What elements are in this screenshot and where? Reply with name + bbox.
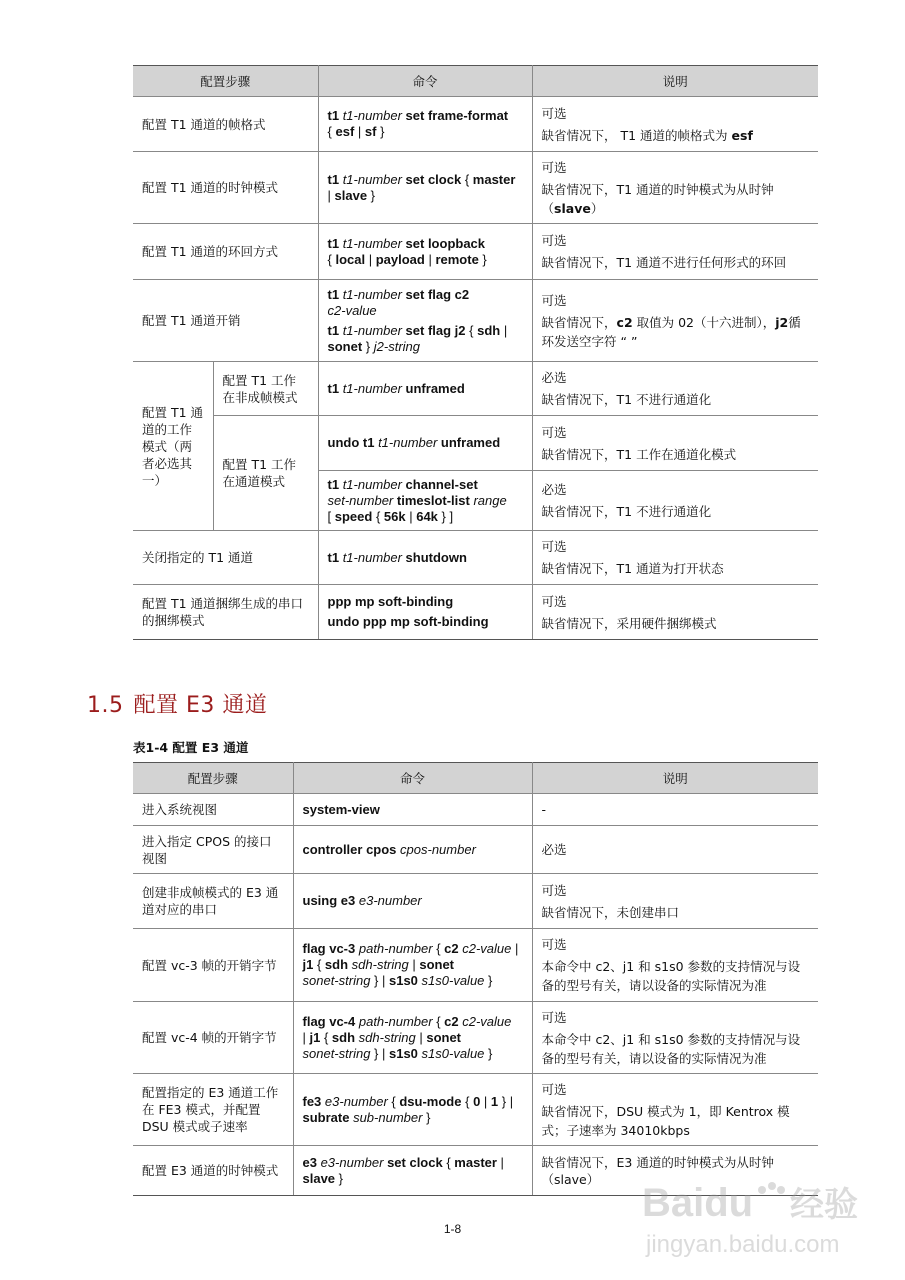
step-cell: 配置 T1 通道捆绑生成的串口的捆绑模式 (133, 585, 318, 640)
header-command: 命令 (318, 66, 532, 97)
description-cell: 必选 缺省情况下，T1 不进行通道化 (532, 471, 818, 531)
table-row (133, 152, 818, 224)
description-cell: - (532, 794, 818, 826)
table-row (133, 826, 818, 874)
table-row (133, 1074, 818, 1146)
step-cell: 配置 vc-4 帧的开销字节 (133, 1002, 293, 1074)
step-cell: 配置 E3 通道的时钟模式 (133, 1146, 293, 1196)
watermark-brand: Baidu (642, 1181, 754, 1225)
command-cell: t1 t1-number set loopback { local | payload | remote } (318, 224, 532, 280)
table-row (133, 1002, 818, 1074)
e3-config-table (133, 762, 818, 1196)
paw-icon (758, 1186, 766, 1194)
step-cell: 进入系统视图 (133, 794, 293, 826)
step-cell: 配置 vc-3 帧的开销字节 (133, 929, 293, 1002)
description-cell: 可选 缺省情况下，T1 通道的时钟模式为从时钟（slave） (532, 152, 818, 224)
command-cell: undo t1 t1-number unframed (318, 416, 532, 471)
description-cell: 可选 缺省情况下， T1 通道的帧格式为 esf (532, 97, 818, 152)
description-cell: 缺省情况下，E3 通道的时钟模式为从时钟（slave） (532, 1146, 818, 1196)
table-header-row (133, 66, 818, 97)
command-cell: system-view (293, 794, 532, 826)
baidu-watermark-logo (638, 1166, 878, 1266)
description-cell: 可选 缺省情况下，未创建串口 (532, 874, 818, 929)
description-cell: 必选 缺省情况下，T1 不进行通道化 (532, 362, 818, 416)
description-cell: 可选 本命令中 c2、j1 和 s1s0 参数的支持情况与设备的型号有关，请以设备的实际情况为准 (532, 929, 818, 1002)
command-cell: t1 t1-number set flag c2 c2-value t1 t1-number set flag j2 { sdh | sonet } j2-string (318, 280, 532, 362)
command-cell: flag vc-4 path-number { c2 c2-value | j1 { sdh sdh-string | sonet sonet-string } | s1s0 s1s0-value } (293, 1002, 532, 1074)
command-cell: flag vc-3 path-number { c2 c2-value | j1 { sdh sdh-string | sonet sonet-string } | s1s0 s1s0-value } (293, 929, 532, 1002)
substep-cell: 配置 T1 工作在非成帧模式 (213, 362, 318, 416)
step-cell: 关闭指定的 T1 通道 (133, 531, 318, 585)
description-cell: 可选 缺省情况下，采用硬件捆绑模式 (532, 585, 818, 640)
header-step: 配置步骤 (133, 763, 293, 794)
command-cell: ppp mp soft-binding undo ppp mp soft-binding (318, 585, 532, 640)
table-row (133, 585, 818, 640)
command-cell: e3 e3-number set clock { master | slave } (293, 1146, 532, 1196)
command-cell: using e3 e3-number (293, 874, 532, 929)
page-number: 1-8 (443, 1222, 462, 1236)
table-row (133, 531, 818, 585)
command-cell: t1 t1-number shutdown (318, 531, 532, 585)
section-title: 配置 E3 通道 (133, 693, 268, 718)
step-cell: 配置指定的 E3 通道工作在 FE3 模式，并配置 DSU 模式或子速率 (133, 1074, 293, 1146)
section-heading (87, 688, 267, 719)
description-cell: 必选 (532, 826, 818, 874)
description-cell: 可选 缺省情况下，T1 通道不进行任何形式的环回 (532, 224, 818, 280)
header-description: 说明 (532, 763, 818, 794)
watermark-url: jingyan.baidu.com (646, 1231, 840, 1258)
command-cell: t1 t1-number set clock { master | slave } (318, 152, 532, 224)
step-cell: 配置 T1 通道的环回方式 (133, 224, 318, 280)
substep-cell: 配置 T1 工作在通道模式 (213, 416, 318, 531)
description-cell: 可选 本命令中 c2、j1 和 s1s0 参数的支持情况与设备的型号有关，请以设备的实际情况为准 (532, 1002, 818, 1074)
t1-config-table (133, 65, 818, 640)
table-header-row (133, 763, 818, 794)
step-cell: 配置 T1 通道开销 (133, 280, 318, 362)
table-caption: 表1-4 配置 E3 通道 (133, 740, 249, 755)
step-cell: 进入指定 CPOS 的接口视图 (133, 826, 293, 874)
header-command: 命令 (293, 763, 532, 794)
step-cell: 配置 T1 通道的帧格式 (133, 97, 318, 152)
table-row (133, 224, 818, 280)
command-cell: t1 t1-number channel-set set-number timeslot-list range [ speed { 56k | 64k } ] (318, 471, 532, 531)
section-number: 1.5 (87, 693, 124, 718)
command-cell: t1 t1-number unframed (318, 362, 532, 416)
step-cell: 创建非成帧模式的 E3 通道对应的串口 (133, 874, 293, 929)
command-cell: t1 t1-number set frame-format { esf | sf } (318, 97, 532, 152)
description-cell: 可选 缺省情况下，c2 取值为 02（十六进制），j2循环发送空字符 “ ” (532, 280, 818, 362)
table-row (133, 416, 818, 471)
step-cell: 配置 T1 通道的时钟模式 (133, 152, 318, 224)
command-cell: fe3 e3-number { dsu-mode { 0 | 1 } | subrate sub-number } (293, 1074, 532, 1146)
table-row (133, 280, 818, 362)
description-cell: 可选 缺省情况下，T1 通道为打开状态 (532, 531, 818, 585)
step-cell-work-mode: 配置 T1 通道的工作模式（两者必选其一） (133, 362, 213, 531)
command-cell: controller cpos cpos-number (293, 826, 532, 874)
table-row (133, 794, 818, 826)
table-row (133, 97, 818, 152)
description-cell: 可选 缺省情况下，DSU 模式为 1，即 Kentrox 模式；子速率为 34010kbps (532, 1074, 818, 1146)
watermark-brand-cn: 经验 (790, 1186, 858, 1224)
header-description: 说明 (532, 66, 818, 97)
table-row (133, 874, 818, 929)
table-row (133, 362, 818, 416)
description-cell: 可选 缺省情况下，T1 工作在通道化模式 (532, 416, 818, 471)
header-step: 配置步骤 (133, 66, 318, 97)
table-row (133, 929, 818, 1002)
